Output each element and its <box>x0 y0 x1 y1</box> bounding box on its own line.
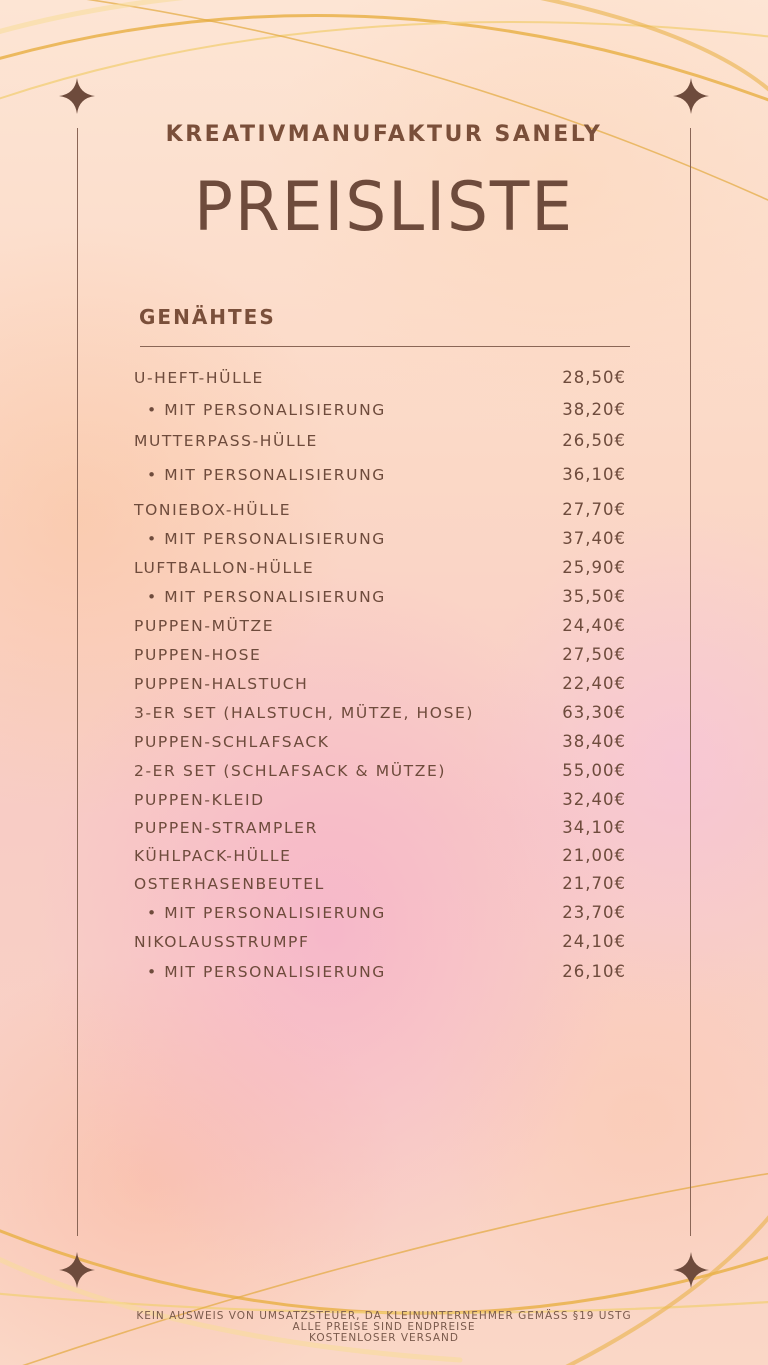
item-price: 24,10€ <box>562 932 626 951</box>
price-row <box>0 928 768 956</box>
price-row <box>0 786 768 814</box>
item-name: PUPPEN-MÜTZE <box>134 617 275 635</box>
item-name: TONIEBOX-HÜLLE <box>134 501 292 519</box>
item-name: PUPPEN-HOSE <box>134 646 262 664</box>
item-price: 23,70€ <box>562 903 626 922</box>
tax-note: KEIN AUSWEIS VON UMSATZSTEUER, DA KLEINUNTERNEHMER GEMÄSS §19 USTG <box>136 1310 632 1322</box>
item-name: OSTERHASENBEUTEL <box>134 875 325 893</box>
price-row <box>0 814 768 842</box>
sparkle-icon <box>59 78 95 114</box>
item-name: • MIT PERSONALISIERUNG <box>147 466 386 484</box>
price-row <box>0 870 768 898</box>
price-row-sub <box>0 525 768 553</box>
price-row <box>0 364 768 392</box>
shipping-note: KOSTENLOSER VERSAND <box>309 1332 459 1344</box>
item-name: MUTTERPASS-HÜLLE <box>134 432 318 450</box>
item-price: 32,40€ <box>562 790 626 809</box>
item-name: • MIT PERSONALISIERUNG <box>147 401 386 419</box>
item-price: 24,40€ <box>562 616 626 635</box>
item-name: • MIT PERSONALISIERUNG <box>147 904 386 922</box>
item-name: U-HEFT-HÜLLE <box>134 369 264 387</box>
item-price: 37,40€ <box>562 529 626 548</box>
item-name: PUPPEN-KLEID <box>134 791 265 809</box>
item-price: 27,70€ <box>562 500 626 519</box>
price-row <box>0 842 768 870</box>
item-price: 38,40€ <box>562 732 626 751</box>
section-divider <box>140 346 630 347</box>
item-name: PUPPEN-HALSTUCH <box>134 675 309 693</box>
sparkle-icon <box>59 1252 95 1288</box>
item-name: • MIT PERSONALISIERUNG <box>147 963 386 981</box>
price-row <box>0 427 768 455</box>
item-price: 21,00€ <box>562 846 626 865</box>
item-name: • MIT PERSONALISIERUNG <box>147 588 386 606</box>
price-row <box>0 641 768 669</box>
price-row-sub <box>0 461 768 489</box>
price-row <box>0 699 768 727</box>
item-name: • MIT PERSONALISIERUNG <box>147 530 386 548</box>
item-price: 55,00€ <box>562 761 626 780</box>
item-price: 34,10€ <box>562 818 626 837</box>
item-price: 38,20€ <box>562 400 626 419</box>
item-price: 21,70€ <box>562 874 626 893</box>
item-price: 35,50€ <box>562 587 626 606</box>
item-price: 63,30€ <box>562 703 626 722</box>
price-row <box>0 612 768 640</box>
item-price: 22,40€ <box>562 674 626 693</box>
price-row <box>0 728 768 756</box>
item-name: 2-ER SET (SCHLAFSACK & MÜTZE) <box>134 762 447 780</box>
item-name: PUPPEN-STRAMPLER <box>134 819 318 837</box>
price-row-sub <box>0 958 768 986</box>
price-row-sub <box>0 583 768 611</box>
sparkle-icon <box>673 1252 709 1288</box>
price-row <box>0 757 768 785</box>
item-name: NIKOLAUSSTRUMPF <box>134 933 310 951</box>
section-title: GENÄHTES <box>139 305 276 329</box>
page-title: PREISLISTE <box>193 168 575 247</box>
item-name: LUFTBALLON-HÜLLE <box>134 559 315 577</box>
item-price: 26,10€ <box>562 962 626 981</box>
price-row <box>0 496 768 524</box>
price-row <box>0 670 768 698</box>
item-price: 27,50€ <box>562 645 626 664</box>
item-price: 28,50€ <box>562 368 626 387</box>
item-name: PUPPEN-SCHLAFSACK <box>134 733 330 751</box>
item-name: KÜHLPACK-HÜLLE <box>134 847 292 865</box>
item-price: 26,50€ <box>562 431 626 450</box>
brand-name: KREATIVMANUFAKTUR SANELY <box>165 122 603 147</box>
price-row-sub <box>0 899 768 927</box>
sparkle-icon <box>673 78 709 114</box>
item-name: 3-ER SET (HALSTUCH, MÜTZE, HOSE) <box>134 704 475 722</box>
footer-notes <box>0 1311 768 1344</box>
price-note: ALLE PREISE SIND ENDPREISE <box>292 1321 476 1333</box>
price-row-sub <box>0 396 768 424</box>
item-price: 36,10€ <box>562 465 626 484</box>
item-price: 25,90€ <box>562 558 626 577</box>
price-row <box>0 554 768 582</box>
